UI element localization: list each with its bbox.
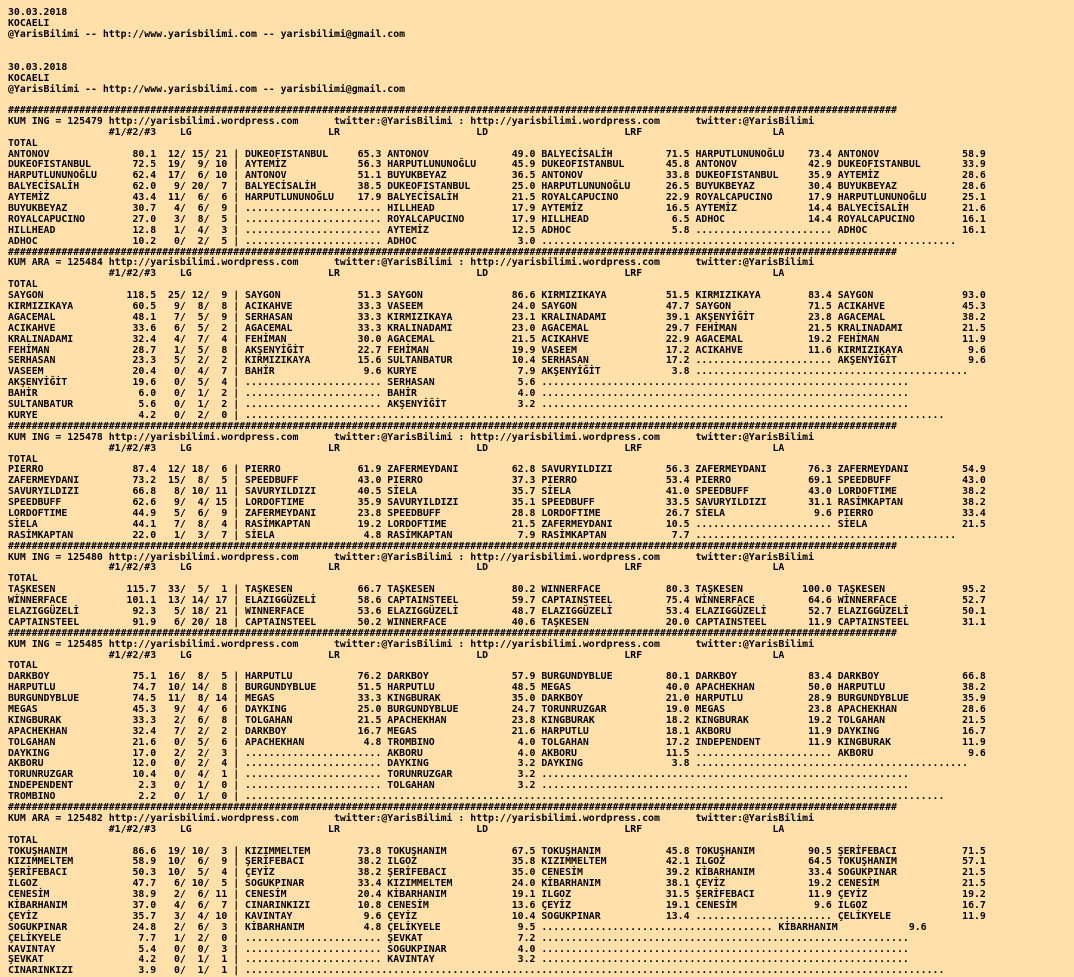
table-row: CENESİM 38.9 2/ 6/ 11 | CENESİM 20.4 KİBARHANIM 19.1 ILGOZ 31.5 ŞERİFEBACI 11.9 ÇEYİZ 19.2	[8, 889, 986, 901]
race-block	[8, 422, 1074, 542]
table-row: CINARINKIZI 3.9 0/ 1/ 1 | ......................................................................................................................	[8, 965, 945, 977]
race-title: KUM ING = 125480 http://yarisbilimi.wordpress.com twitter:@YarisBilimi : http://yarisbilimi.wordpress.com twitter:@YarisBilimi	[8, 551, 814, 563]
table-row: KRALINADAMI 32.4 4/ 7/ 4 | FEHİMAN 30.0 AGACEMAL 21.5 ACIKAHVE 22.9 AGACEMAL 19.2 FEHİMAN 11.9	[8, 333, 986, 345]
table-row: SULTANBATUR 5.6 0/ 1/ 2 | ....................... AKŞENYİĞİT 3.2 ..............................................................	[8, 399, 909, 411]
separator-line: ######################################################################################################################################################	[8, 246, 897, 258]
table-row: TROMBINO 2.2 0/ 1/ 0 | ......................................................................................................................	[8, 791, 945, 803]
table-row: TAŞKESEN 115.7 33/ 5/ 1 | TAŞKESEN 66.7 TAŞKESEN 80.2 WINNERFACE 80.3 TAŞKESEN 100.0 TAŞKESEN 95.2	[8, 584, 986, 596]
header-block-1	[8, 7, 1074, 40]
race-title: KUM ARA = 125484 http://yarisbilimi.wordpress.com twitter:@YarisBilimi : http://yarisbilimi.wordpress.com twitter:@YarisBilimi	[8, 257, 814, 269]
table-row: AGACEMAL 48.1 7/ 5/ 9 | SERHASAN 33.3 KIRMIZIKAYA 23.1 KRALINADAMI 39.1 AKŞENYİĞİT 23.8 AGACEMAL 38.2	[8, 311, 986, 323]
table-row: ACIKAHVE 33.6 6/ 5/ 2 | AGACEMAL 33.3 KRALINADAMI 23.0 AGACEMAL 29.7 FEHİMAN 21.5 KRALINADAMI 21.5	[8, 322, 986, 334]
report-contact: @YarisBilimi -- http://www.yarisbilimi.com -- yarisbilimi@gmail.com	[8, 84, 406, 95]
table-row: TOKUŞHANIM 86.6 19/ 10/ 3 | KIZIMMELTEM 73.8 TOKUŞHANIM 67.5 TOKUŞHANIM 45.8 TOKUŞHANIM 90.5 ŞERİFEBACI 71.5	[8, 845, 986, 857]
table-row: APACHEKHAN 32.4 7/ 2/ 2 | DARKBOY 16.7 MEGAS 21.6 HARPUTLU 18.1 AKBORU 11.9 DAYKING 16.7	[8, 725, 986, 737]
table-row: TOTAL	[8, 573, 38, 585]
table-row: AKBORU 12.0 0/ 2/ 4 | ....................... DAYKING 3.2 DAYKING 3.8 ..............................................	[8, 758, 969, 770]
race-block	[8, 106, 1074, 248]
table-row: LORDOFTIME 44.9 5/ 6/ 9 | ZAFERMEYDANI 23.8 SPEEDBUFF 28.8 LORDOFTIME 26.7 SİELA 9.6 PIERRO 33.4	[8, 507, 986, 519]
column-header: #1/#2/#3 LG LR LD LRF LA	[8, 823, 785, 835]
separator-line: ######################################################################################################################################################	[8, 540, 897, 552]
table-row: TOTAL	[8, 660, 38, 672]
table-row: SERHASAN 23.3 5/ 2/ 2 | KIRMIZIKAYA 15.6 SULTANBATUR 10.4 SERHASAN 17.2 ....................... AKŞENYİĞİT 9.6	[8, 355, 986, 367]
separator-line: ######################################################################################################################################################	[8, 420, 897, 432]
table-row: DAYKING 17.0 2/ 2/ 3 | ....................... AKBORU 4.0 AKBORU 11.5 ....................... AKBORU 9.6	[8, 747, 986, 759]
separator-line: ######################################################################################################################################################	[8, 627, 897, 639]
table-row: BURGUNDYBLUE 74.5 11/ 8/ 14 | MEGAS 33.3 KINGBURAK 35.0 DARKBOY 21.0 HARPUTLU 28.9 BURGUNDYBLUE 35.9	[8, 693, 986, 705]
table-row: TOTAL	[8, 279, 38, 291]
race-title: KUM ARA = 125482 http://yarisbilimi.wordpress.com twitter:@YarisBilimi : http://yarisbilimi.wordpress.com twitter:@YarisBilimi	[8, 812, 814, 824]
table-row: AKŞENYİĞİT 19.6 0/ 5/ 4 | ....................... SERHASAN 5.6 ..............................................................	[8, 377, 909, 389]
table-row: SİELA 44.1 7/ 8/ 4 | RASİMKAPTAN 19.2 LORDOFTIME 21.5 ZAFERMEYDANI 10.5 ....................... SİELA 21.5	[8, 518, 986, 530]
race-title: KUM ING = 125479 http://yarisbilimi.wordpress.com twitter:@YarisBilimi : http://yarisbilimi.wordpress.com twitter:@YarisBilimi	[8, 115, 814, 127]
report-city: KOCAELI	[8, 18, 50, 29]
table-row: ADHOC 10.2 0/ 2/ 5 | ....................... ADHOC 3.0 ......................................................................	[8, 235, 957, 247]
table-row: HARPUTLU 74.7 10/ 14/ 8 | BURGUNDYBLUE 51.5 HARPUTLU 48.5 MEGAS 40.0 APACHEKHAN 50.0 HARPUTLU 38.2	[8, 682, 986, 694]
table-row: SAYGON 118.5 25/ 12/ 9 | SAYGON 51.3 SAYGON 86.6 KIRMIZIKAYA 51.5 KIRMIZIKAYA 83.4 SAYGON 93.0	[8, 290, 986, 302]
table-row: ÇEYİZ 35.7 3/ 4/ 10 | KAVINTAY 9.6 ÇEYİZ 10.4 SOGUKPINAR 13.4 ....................... ÇELİKYELE 11.9	[8, 910, 986, 922]
table-row: KINGBURAK 33.3 2/ 6/ 8 | TOLGAHAN 21.5 APACHEKHAN 23.8 KINGBURAK 18.2 KINGBURAK 19.2 TOLGAHAN 21.5	[8, 714, 986, 726]
table-row: MEGAS 45.3 9/ 4/ 6 | DAYKING 25.0 BURGUNDYBLUE 24.7 TORUNRUZGAR 19.0 MEGAS 23.8 APACHEKHAN 28.6	[8, 703, 986, 715]
table-row: ÇELİKYELE 7.7 1/ 2/ 0 | ....................... ŞEVKAT 7.2 ..............................................................	[8, 932, 909, 944]
table-row: BUYUKBEYAZ 30.7 4/ 6/ 9 | ....................... HILLHEAD 17.9 AYTEMİZ 16.5 AYTEMİZ 14.4 BALYECİSALİH 21.6	[8, 203, 986, 215]
table-row: ELAZIGGÜZELİ 92.3 5/ 18/ 21 | WINNERFACE 53.6 ELAZIGGÜZELİ 48.7 ELAZIGGÜZELİ 53.4 ELAZIGGÜZELİ 52.7 ELAZIGGÜZELİ 50.1	[8, 605, 986, 617]
separator-line: ######################################################################################################################################################	[8, 802, 897, 813]
report-city: KOCAELI	[8, 73, 50, 84]
column-header: #1/#2/#3 LG LR LD LRF LA	[8, 649, 785, 661]
column-header: #1/#2/#3 LG LR LD LRF LA	[8, 126, 785, 138]
table-row: ŞERİFEBACI 50.3 10/ 5/ 4 | ÇEYİZ 38.2 ŞERİFEBACI 35.0 CENESİM 39.2 KİBARHANIM 33.4 SOGUKPINAR 21.5	[8, 867, 986, 879]
race-title: KUM ING = 125478 http://yarisbilimi.wordpress.com twitter:@YarisBilimi : http://yarisbilimi.wordpress.com twitter:@YarisBilimi	[8, 431, 814, 443]
race-blocks	[8, 106, 1074, 977]
table-row: DUKEOFISTANBUL 72.5 19/ 9/ 10 | AYTEMİZ 56.3 HARPUTLUNUNOĞLU 45.9 DUKEOFISTANBUL 45.8 ANTONOV 42.9 DUKEOFISTANBUL 33.9	[8, 159, 986, 171]
table-row: BAHİR 6.0 0/ 1/ 2 | ....................... BAHİR 4.0 ..............................................................	[8, 388, 909, 400]
race-block	[8, 629, 1074, 803]
table-row: KIRMIZIKAYA 60.5 9/ 8/ 8 | ACIKAHVE 33.3 VASEEM 24.0 SAYGON 47.7 SAYGON 71.5 ACIKAHVE 45.3	[8, 301, 986, 313]
table-row: TOTAL	[8, 453, 38, 465]
table-row: BALYECİSALİH 62.0 9/ 20/ 7 | BALYECİSALİH 38.5 DUKEOFISTANBUL 25.0 HARPUTLUNUNOĞLU 26.5 BUYUKBEYAZ 30.4 BUYUKBEYAZ 28.6	[8, 181, 986, 193]
spacer	[8, 40, 1074, 51]
table-row: SOGUKPINAR 24.8 2/ 6/ 3 | KİBARHANIM 4.8 ÇELİKYELE 9.5 ....................................... KİBARHANIM 9.6	[8, 921, 927, 933]
separator-line: ######################################################################################################################################################	[8, 105, 897, 116]
column-header: #1/#2/#3 LG LR LD LRF LA	[8, 442, 785, 454]
report-date: 30.03.2018	[8, 62, 68, 73]
table-row: ZAFERMEYDANI 73.2 15/ 8/ 5 | SPEEDBUFF 43.0 PIERRO 37.3 PIERRO 53.4 PIERRO 69.1 SPEEDBUFF 43.0	[8, 475, 986, 487]
table-row: ROYALCAPUCINO 27.0 3/ 8/ 5 | ....................... ROYALCAPUCINO 17.9 HILLHEAD 6.5 ADHOC 14.4 ROYALCAPUCINO 16.1	[8, 213, 986, 225]
table-row: ANTONOV 80.1 12/ 15/ 21 | DUKEOFISTANBUL 65.3 ANTONOV 49.0 BALYECİSALİH 71.5 HARPUTLUNUNOĞLU 73.4 ANTONOV 58.9	[8, 148, 986, 160]
race-block	[8, 248, 1074, 422]
table-row: VASEEM 20.4 0/ 4/ 7 | BAHİR 9.6 KURYE 7.9 AKŞENYİĞİT 3.8 ..............................................	[8, 366, 969, 378]
table-row: CAPTAINSTEEL 91.9 6/ 20/ 18 | CAPTAINSTEEL 50.2 WINNERFACE 40.6 TAŞKESEN 20.0 CAPTAINSTEEL 11.9 CAPTAINSTEEL 31.1	[8, 616, 986, 628]
column-header: #1/#2/#3 LG LR LD LRF LA	[8, 268, 785, 280]
table-row: DARKBOY 75.1 16/ 8/ 5 | HARPUTLU 76.2 DARKBOY 57.9 BURGUNDYBLUE 80.1 DARKBOY 83.4 DARKBOY 66.8	[8, 671, 986, 683]
race-title: KUM ING = 125485 http://yarisbilimi.wordpress.com twitter:@YarisBilimi : http://yarisbilimi.wordpress.com twitter:@YarisBilimi	[8, 638, 814, 650]
column-header: #1/#2/#3 LG LR LD LRF LA	[8, 562, 785, 574]
header-block-2	[8, 62, 1074, 95]
table-row: KİBARHANIM 37.0 4/ 6/ 7 | CINARINKIZI 10.8 CENESİM 13.6 ÇEYİZ 19.1 CENESİM 9.6 ILGOZ 16.7	[8, 900, 986, 912]
table-row: RASİMKAPTAN 22.0 1/ 3/ 7 | SİELA 4.8 RASİMKAPTAN 7.9 RASİMKAPTAN 7.7 ............................................	[8, 529, 957, 541]
table-row: WİNNERFACE 101.1 13/ 14/ 17 | ELAZIGGÜZELİ 58.6 CAPTAINSTEEL 59.7 CAPTAINSTEEL 75.4 WİNNERFACE 64.6 WİNNERFACE 52.7	[8, 595, 986, 607]
race-block	[8, 542, 1074, 629]
table-row: HILLHEAD 12.8 1/ 4/ 3 | ....................... AYTEMİZ 12.5 ADHOC 5.8 ....................... ADHOC 16.1	[8, 224, 986, 236]
table-row: INDEPENDENT 2.3 0/ 1/ 0 | ....................... TOLGAHAN 3.2 ..............................................................	[8, 780, 909, 792]
table-row: KURYE 4.2 0/ 2/ 0 | ......................................................................................................................	[8, 409, 945, 421]
report-contact: @YarisBilimi -- http://www.yarisbilimi.com -- yarisbilimi@gmail.com	[8, 29, 406, 40]
spacer	[8, 51, 1074, 62]
table-row: TORUNRUZGAR 10.4 0/ 4/ 1 | ....................... TORUNRUZGAR 3.2 ..............................................................	[8, 769, 909, 781]
table-row: ILGOZ 47.7 6/ 10/ 5 | SOGUKPINAR 33.4 KIZIMMELTEM 24.0 KİBARHANIM 38.1 ÇEYİZ 19.2 CENESİM 21.5	[8, 878, 986, 890]
race-block	[8, 803, 1074, 977]
table-row: ŞEVKAT 4.2 0/ 1/ 1 | ....................... KAVINTAY 3.2 ..............................................................	[8, 954, 909, 966]
table-row: SPEEDBUFF 62.6 9/ 4/ 15 | LORDOFTIME 35.9 SAVURYILDIZI 35.1 SPEEDBUFF 33.5 SAVURYILDIZI 31.1 RASİMKAPTAN 38.2	[8, 497, 986, 509]
table-row: TOTAL	[8, 137, 38, 149]
table-row: TOTAL	[8, 834, 38, 846]
table-row: PIERRO 87.4 12/ 18/ 6 | PIERRO 61.9 ZAFERMEYDANI 62.8 SAVURYILDIZI 56.3 ZAFERMEYDANI 76.3 ZAFERMEYDANI 54.9	[8, 464, 986, 476]
report-date: 30.03.2018	[8, 7, 68, 18]
table-row: SAVURYILDIZI 66.8 8/ 10/ 11 | SAVURYILDIZI 40.5 SİELA 35.7 SİELA 41.0 SPEEDBUFF 43.0 LORDOFTIME 38.2	[8, 486, 986, 498]
table-row: KAVINTAY 5.4 0/ 0/ 3 | ....................... SOGUKPINAR 4.0 ..............................................................	[8, 943, 909, 955]
table-row: FEHİMAN 28.7 1/ 5/ 8 | AKŞENYİĞİT 22.7 FEHİMAN 19.9 VASEEM 17.2 ACIKAHVE 11.6 KIRMIZIKAYA 9.6	[8, 344, 986, 356]
table-row: KIZIMMELTEM 58.9 10/ 6/ 9 | ŞERİFEBACI 38.2 ILGOZ 35.8 KIZIMMELTEM 42.1 ILGOZ 64.5 TOKUŞHANIM 57.1	[8, 856, 986, 868]
table-row: HARPUTLUNUNOĞLU 62.4 17/ 6/ 10 | ANTONOV 51.1 BUYUKBEYAZ 36.5 ANTONOV 33.8 DUKEOFISTANBUL 35.9 AYTEMİZ 28.6	[8, 170, 986, 182]
table-row: TOLGAHAN 21.6 0/ 5/ 6 | APACHEKHAN 4.8 TROMBINO 4.0 TOLGAHAN 17.2 INDEPENDENT 11.9 KINGBURAK 11.9	[8, 736, 986, 748]
table-row: AYTEMİZ 43.4 11/ 6/ 6 | HARPUTLUNUNOĞLU 17.9 BALYECİSALİH 21.5 ROYALCAPUCINO 22.9 ROYALCAPUCINO 17.9 HARPUTLUNUNOĞLU 25.1	[8, 192, 986, 204]
